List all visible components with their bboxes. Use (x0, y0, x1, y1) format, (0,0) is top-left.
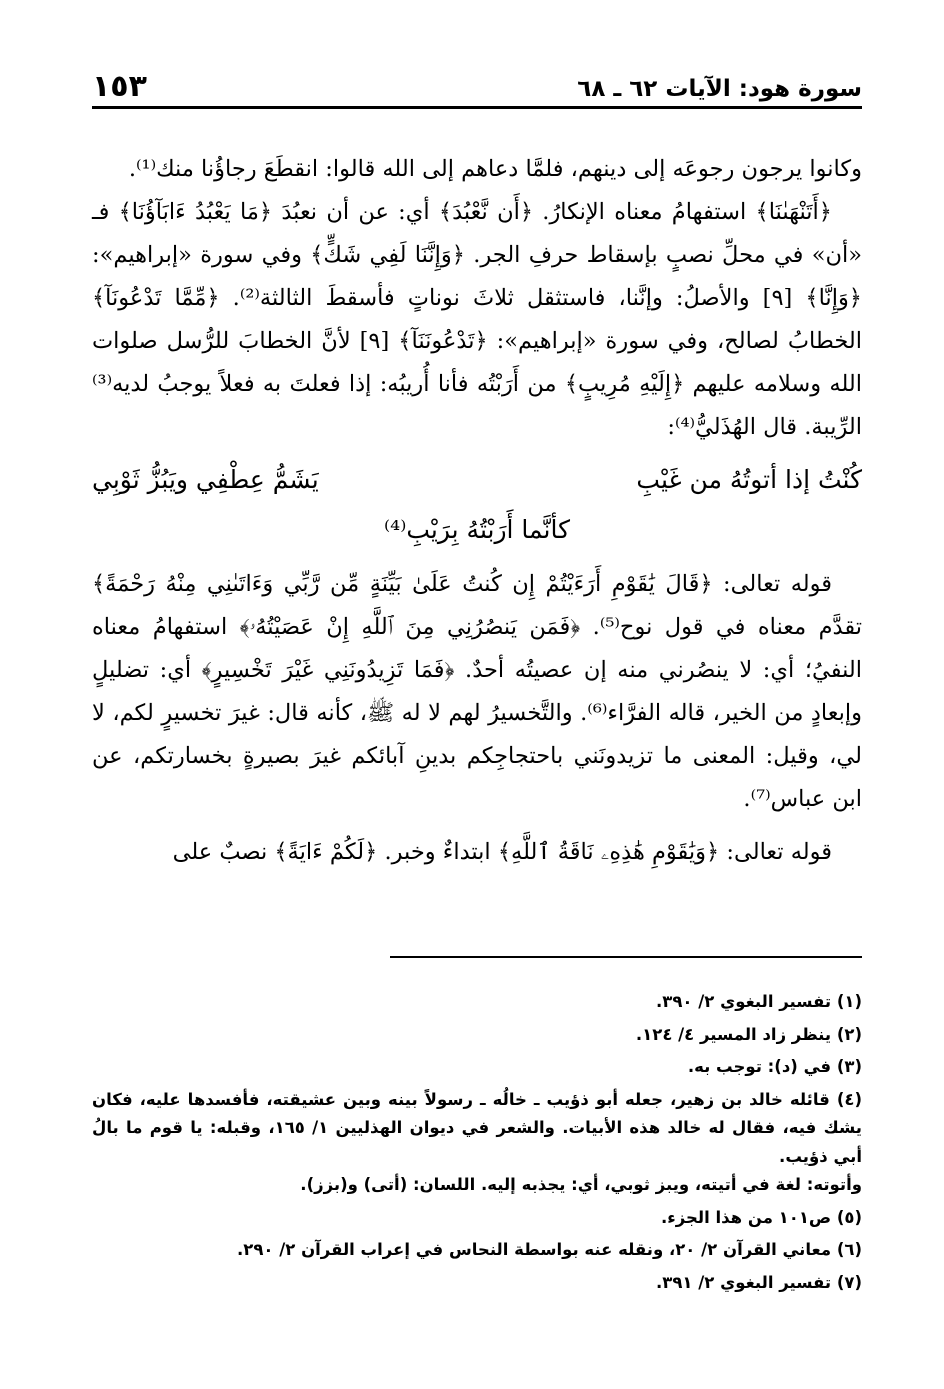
main-text (92, 148, 862, 874)
paragraph-2: ﴿أَتَنْهَىٰنَا﴾ استفهامُ معناه الإنكارُ. ﴿أَن نَّعْبُدَ﴾ أي: عن أن نعبُدَ ﴿مَا يَعْبُدُ ءَابَآؤُنَا﴾ فـ «أن» في محلِّ نصبٍ بإسقاط حرفِ الجر. ﴿وَإِنَّنَا لَفِي شَكٍّ﴾ وفي سورة «إبراهيم»: ﴿وَإِنَّا﴾ [٩] والأصلُ: وإنَّنا، فاستثقل ثلاثَ نوناتٍ فأسقطَ الثالثة⁽²⁾. ﴿مِّمَّا تَدْعُونَآ﴾ الخطابُ لصالح، وفي سورة «إبراهيم»: ﴿تَدْعُونَنَآ﴾ [٩] لأنَّ الخطابَ للرُّسل صلوات الله وسلامه عليهم ﴿إِلَيْهِ مُرِيبٍ﴾ من أَرَبْتُه فأنا أُريبُه: إذا فعلتَ به فعلاً يوجبُ لديه⁽³⁾ الرِّيبة. قال الهُذَليُّ⁽⁴⁾: (92, 199, 862, 440)
poem-verse-2 (92, 505, 862, 555)
poem-verse-1 (92, 455, 862, 505)
footnote-6: (٦) معاني القرآن ٢/ ٢٠، ونقله عنه بواسطة النحاس في إعراب القرآن ٢/ ٢٩٠. (236, 1240, 862, 1259)
page-number: ١٥٣ (92, 69, 147, 104)
verse-second-hemistich: يَشَمُّ عِطْفِي ويَبُزُّ ثَوْبِي (92, 465, 319, 494)
footnote-2: (٢) ينظر زاد المسير ٤/ ١٢٤. (635, 1024, 862, 1044)
footnote-5: (٥) ص١٠١ من هذا الجزء. (661, 1207, 862, 1227)
footnote-4: (٤) قائله خالد بن زهير، جعله أبو ذؤيب ـ خالُه ـ رسولاً بينه وبين عشيقته، فأفسدها عليه، فكان يشك فيه، فقال له خالد هذه الأبيات. والشعر في ديوان الهذليين ١/ ١٦٥، وقبله: يا قوم ما بالُ أبي ذؤيب. (92, 1089, 862, 1166)
footnotes (92, 988, 862, 1301)
running-header (92, 66, 862, 109)
footnote-1: (١) تفسير البغوي ٢/ ٣٩٠. (656, 992, 862, 1011)
chapter-title: سورة هود: الآيات ٦٢ ـ ٦٨ (577, 76, 862, 102)
footnote-separator (390, 956, 862, 958)
paragraph-4: قوله تعالى: ﴿وَيَٰقَوْمِ هَٰذِهِۦ نَاقَةُ ٱللَّهِ﴾ ابتداءٌ وخبر. ﴿لَكُمْ ءَايَةً﴾ نصبٌ على (172, 839, 832, 865)
paragraph-3: قوله تعالى: ﴿قَالَ يَٰقَوْمِ أَرَءَيْتُمْ إِن كُنتُ عَلَىٰ بَيِّنَةٍ مِّن رَّبِّي وَءَاتَىٰنِي مِنْهُ رَحْمَةً﴾ تقدَّم معناه في قول نوح⁽⁵⁾. ﴿فَمَن يَنصُرُنِي مِنَ ٱللَّهِ إِنْ عَصَيْتُهُۥ﴾ استفهامُ معناه النفيُ؛ أي: لا ينصُرني منه إن عصيتُه أحدٌ. ﴿فَمَا تَزِيدُونَنِي غَيْرَ تَخْسِيرٍ﴾ أي: تضليلٍ وإبعادٍ من الخير، قاله الفرَّاء⁽⁶⁾. والتَّخسيرُ لهم لا له ﷺ، كأنه قال: غيرَ تخسيرٍ لكم، لا لي، وقيل: المعنى ما تزيدونَني باحتجاجِكم بدينِ آبائكم غيرَ بصيرةٍ بخسارتكم، عن ابن عباس⁽⁷⁾. (92, 571, 862, 812)
paragraph-1: وكانوا يرجون رجوعَه إلى دينهم، فلمَّا دعاهم إلى الله قالوا: انقطَعَ رجاؤُنا منك⁽¹⁾. (128, 156, 862, 182)
verse-first-hemistich: كُنْتُ إذا أتوتُهُ من غَيْبِ (636, 465, 862, 494)
footnote-3: (٣) في (د): توجب به. (687, 1057, 862, 1076)
verse-line: كأنَّما أَرَبْتُهُ بِرَيْبِ⁽⁴⁾ (384, 515, 570, 544)
footnote-4-continuation: وأتوته: لغة في أتيته، ويبز ثوبي، أي: يجذبه إليه. اللسان: (أتى) و(بزز). (300, 1175, 862, 1194)
footnote-7: (٧) تفسير البغوي ٢/ ٣٩١. (656, 1272, 862, 1292)
